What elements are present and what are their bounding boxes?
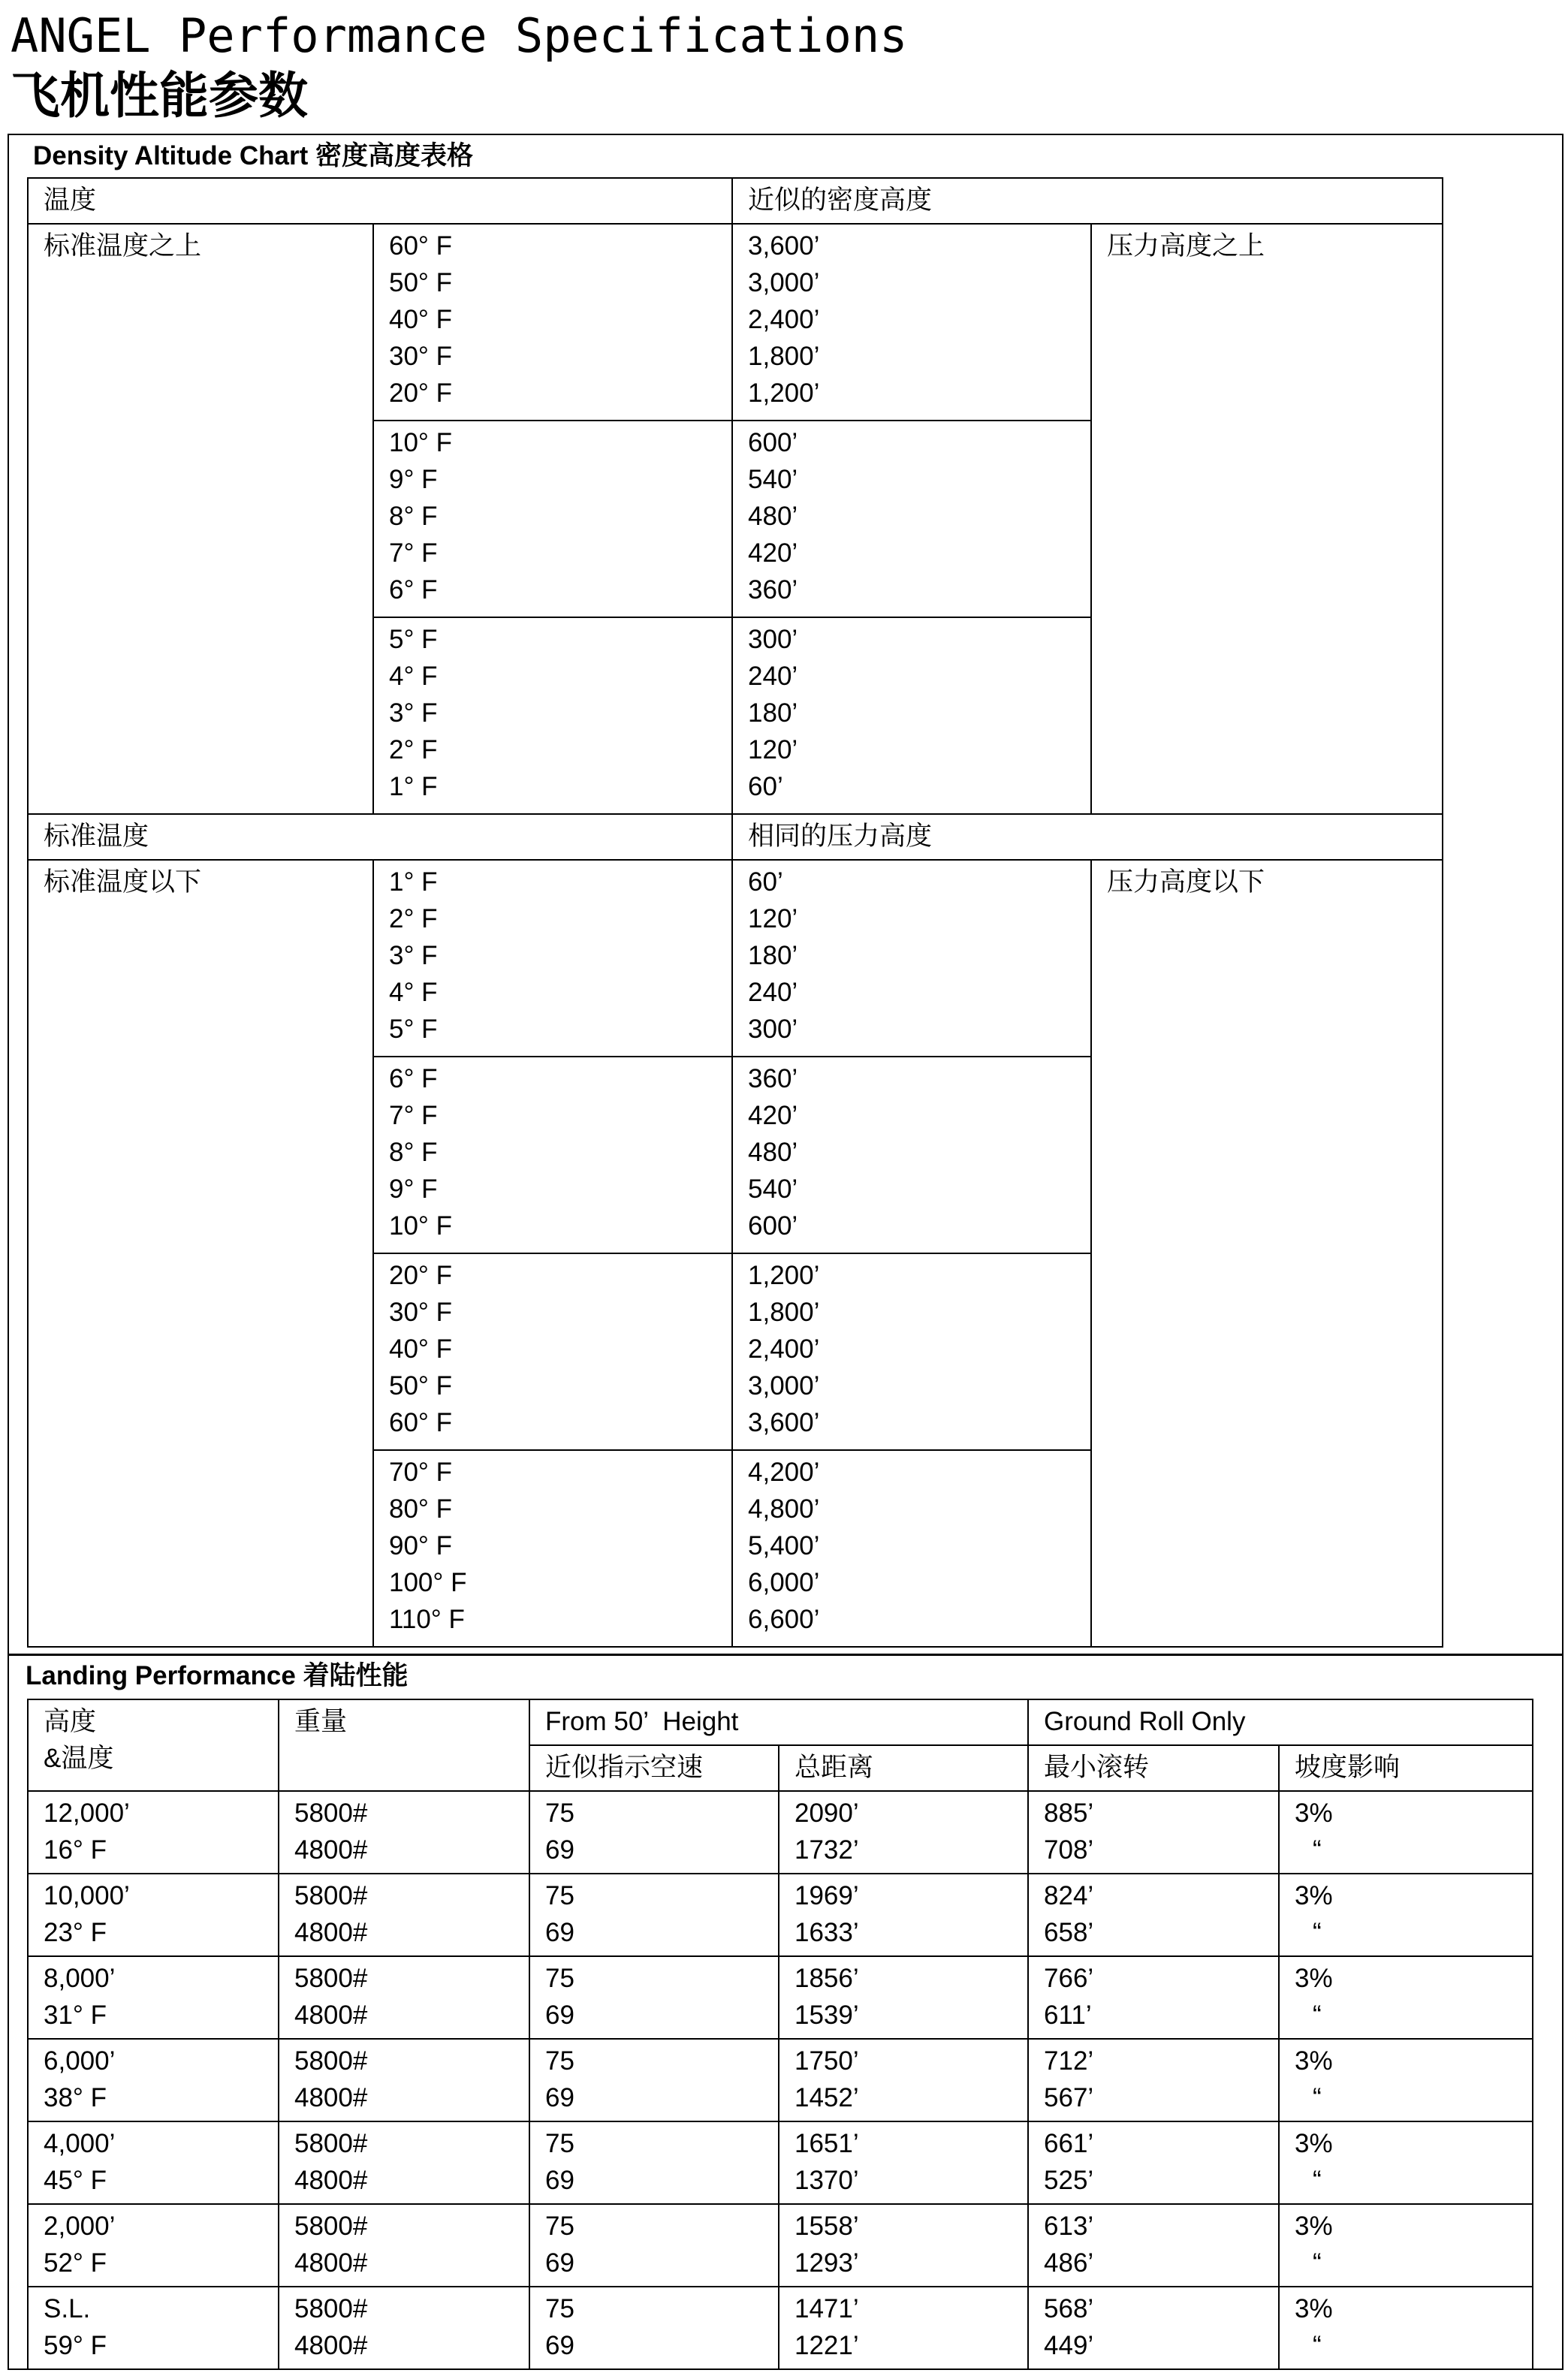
header-from-50-height: From 50’ Height [529, 1699, 1028, 1745]
header-indicated-airspeed: 近似指示空速 [529, 1745, 779, 1791]
total-distance-cell-line: 1221’ [795, 2331, 859, 2360]
airspeed-cell-line: 75 [545, 2129, 574, 2158]
total-distance-cell-line: 1293’ [795, 2248, 859, 2278]
min-roll-cell-line: 824’ [1044, 1881, 1094, 1910]
airspeed-cell-line: 69 [545, 1918, 574, 1947]
total-distance-cell-line: 1750’ [795, 2046, 859, 2076]
density-altitude-cell [732, 1057, 1091, 1253]
altitude-temp-cell-line: 2,000’ [44, 2212, 116, 2241]
total-distance-cell-line: 1471’ [795, 2294, 859, 2323]
airspeed-cell-line: 69 [545, 2248, 574, 2278]
min-roll-cell-line: 712’ [1044, 2046, 1094, 2076]
temperature-delta-cell-line: 20° F [389, 1261, 453, 1290]
altitude-temp-cell [28, 2287, 279, 2369]
min-roll-cell-line: 708’ [1044, 1835, 1094, 1865]
min-roll-cell [1028, 2204, 1279, 2287]
airspeed-cell-line: 69 [545, 2001, 574, 2030]
density-altitude-cell-line: 480’ [748, 1138, 798, 1167]
airspeed-cell-line: 75 [545, 1799, 574, 1828]
altitude-temp-cell [28, 1874, 279, 1956]
table-row [28, 1791, 1533, 1874]
airspeed-cell-line: 75 [545, 2294, 574, 2323]
density-altitude-cell-line: 1,800’ [748, 1298, 820, 1327]
airspeed-cell [529, 2204, 779, 2287]
temperature-delta-cell [373, 617, 732, 814]
altitude-temp-cell-line: 6,000’ [44, 2046, 116, 2076]
airspeed-cell [529, 1956, 779, 2039]
header-min-roll: 最小滚转 [1028, 1745, 1279, 1791]
table-row [28, 2121, 1533, 2204]
density-altitude-cell-line: 60’ [748, 772, 783, 801]
density-altitude-cell-line: 540’ [748, 1174, 798, 1204]
density-altitude-cell-line: 3,600’ [748, 1408, 820, 1437]
temperature-delta-cell-line: 5° F [389, 1015, 438, 1044]
header-temp-label: &温度 [44, 1744, 114, 1773]
slope-effect-cell-line: 3% [1295, 2129, 1333, 2158]
altitude-temp-cell [28, 2039, 279, 2121]
weight-cell-line: 4800# [294, 2331, 368, 2360]
temperature-delta-cell [373, 1057, 732, 1253]
total-distance-cell [779, 2039, 1028, 2121]
airspeed-cell [529, 2039, 779, 2121]
temperature-delta-cell [373, 1450, 732, 1647]
slope-effect-cell-line: “ [1313, 1918, 1322, 1947]
slope-effect-cell [1279, 1874, 1533, 1956]
header-altitude-temp [28, 1699, 279, 1791]
slope-effect-cell [1279, 2204, 1533, 2287]
weight-cell [279, 2204, 529, 2287]
total-distance-cell-line: 1370’ [795, 2166, 859, 2195]
weight-cell [279, 1791, 529, 1874]
slope-effect-cell-line: “ [1313, 2166, 1322, 2195]
header-altitude-label: 高度 [44, 1707, 97, 1736]
page-title-en: ANGEL Performance Specifications [11, 8, 908, 63]
same-pressure-altitude-label: 相同的压力高度 [732, 814, 1443, 860]
temperature-delta-cell-line: 60° F [389, 231, 453, 261]
min-roll-cell [1028, 2121, 1279, 2204]
total-distance-cell [779, 1874, 1028, 1956]
weight-cell [279, 1874, 529, 1956]
header-ground-roll: Ground Roll Only [1028, 1699, 1533, 1745]
altitude-temp-cell-line: 8,000’ [44, 1964, 116, 1993]
header-slope-effect: 坡度影响 [1279, 1745, 1533, 1791]
slope-effect-cell-line: 3% [1295, 1964, 1333, 1993]
slope-effect-cell-line: “ [1313, 1835, 1322, 1865]
standard-temp-label: 标准温度 [28, 814, 732, 860]
min-roll-cell-line: 486’ [1044, 2248, 1094, 2278]
temperature-delta-cell-line: 1° F [389, 867, 438, 897]
altitude-temp-cell-line: 59° F [44, 2331, 107, 2360]
header-total-distance: 总距离 [779, 1745, 1028, 1791]
density-altitude-cell-line: 2,400’ [748, 1334, 820, 1364]
min-roll-cell-line: 885’ [1044, 1799, 1094, 1828]
min-roll-cell [1028, 1791, 1279, 1874]
min-roll-cell [1028, 2039, 1279, 2121]
density-altitude-cell-line: 240’ [748, 978, 798, 1007]
total-distance-cell-line: 1969’ [795, 1881, 859, 1910]
temperature-delta-cell-line: 4° F [389, 978, 438, 1007]
slope-effect-cell [1279, 2287, 1533, 2369]
slope-effect-cell [1279, 2039, 1533, 2121]
altitude-temp-cell-line: 52° F [44, 2248, 107, 2278]
density-altitude-cell [732, 860, 1091, 1057]
temperature-delta-cell [373, 860, 732, 1057]
temperature-delta-cell-line: 6° F [389, 1064, 438, 1093]
density-altitude-cell-line: 6,000’ [748, 1568, 820, 1597]
table-row [28, 1956, 1533, 2039]
temperature-delta-cell-line: 7° F [389, 538, 438, 568]
slope-effect-cell-line: “ [1313, 2248, 1322, 2278]
altitude-temp-cell-line: 31° F [44, 2001, 107, 2030]
temperature-delta-cell-line: 1° F [389, 772, 438, 801]
landing-performance-table [27, 1699, 1533, 2370]
weight-cell [279, 2121, 529, 2204]
weight-cell [279, 1956, 529, 2039]
airspeed-cell-line: 69 [545, 2331, 574, 2360]
total-distance-cell [779, 2121, 1028, 2204]
altitude-temp-cell-line: 10,000’ [44, 1881, 130, 1910]
temperature-delta-cell [373, 421, 732, 617]
weight-cell [279, 2039, 529, 2121]
table-row [28, 1874, 1533, 1956]
density-altitude-cell-line: 120’ [748, 735, 798, 764]
airspeed-cell-line: 75 [545, 2046, 574, 2076]
weight-cell-line: 4800# [294, 1835, 368, 1865]
temperature-delta-cell-line: 7° F [389, 1101, 438, 1130]
temperature-delta-cell-line: 60° F [389, 1408, 453, 1437]
density-altitude-cell-line: 600’ [748, 1211, 798, 1241]
density-altitude-cell-line: 420’ [748, 1101, 798, 1130]
temperature-delta-cell-line: 4° F [389, 662, 438, 691]
page-title-zh: 飞机性能参数 [11, 67, 308, 125]
slope-effect-cell-line: 3% [1295, 2212, 1333, 2241]
min-roll-cell [1028, 2287, 1279, 2369]
table-row [28, 2039, 1533, 2121]
airspeed-cell [529, 2121, 779, 2204]
weight-cell-line: 4800# [294, 2001, 368, 2030]
weight-cell-line: 5800# [294, 1799, 368, 1828]
density-altitude-cell-line: 5,400’ [748, 1531, 820, 1560]
altitude-temp-cell [28, 2204, 279, 2287]
density-altitude-cell [732, 617, 1091, 814]
altitude-temp-cell-line: 38° F [44, 2083, 107, 2112]
min-roll-cell-line: 567’ [1044, 2083, 1094, 2112]
above-standard-label: 标准温度之上 [28, 224, 373, 814]
density-altitude-cell [732, 224, 1091, 421]
weight-cell-line: 5800# [294, 2129, 368, 2158]
temperature-delta-cell-line: 10° F [389, 428, 453, 457]
temperature-delta-cell-line: 110° F [389, 1605, 465, 1634]
temperature-delta-cell-line: 2° F [389, 735, 438, 764]
min-roll-cell-line: 766’ [1044, 1964, 1094, 1993]
temperature-delta-cell-line: 40° F [389, 305, 453, 334]
temperature-delta-cell-line: 70° F [389, 1458, 453, 1487]
below-standard-label: 标准温度以下 [28, 860, 373, 1647]
slope-effect-cell [1279, 2121, 1533, 2204]
density-altitude-cell [732, 1450, 1091, 1647]
density-altitude-cell-line: 1,200’ [748, 1261, 820, 1290]
density-altitude-cell-line: 60’ [748, 867, 783, 897]
weight-cell-line: 4800# [294, 2166, 368, 2195]
min-roll-cell [1028, 1874, 1279, 1956]
total-distance-cell-line: 1856’ [795, 1964, 859, 1993]
min-roll-cell-line: 613’ [1044, 2212, 1094, 2241]
temperature-delta-cell-line: 90° F [389, 1531, 453, 1560]
below-pressure-label: 压力高度以下 [1091, 860, 1443, 1647]
slope-effect-cell-line: 3% [1295, 2294, 1333, 2323]
temperature-delta-cell-line: 8° F [389, 502, 438, 531]
min-roll-cell-line: 525’ [1044, 2166, 1094, 2195]
header-density-altitude: 近似的密度高度 [732, 178, 1443, 224]
density-altitude-cell-line: 300’ [748, 1015, 798, 1044]
density-altitude-cell-line: 1,200’ [748, 378, 820, 408]
total-distance-cell-line: 1539’ [795, 2001, 859, 2030]
total-distance-cell-line: 1633’ [795, 1918, 859, 1947]
density-altitude-cell-line: 4,800’ [748, 1494, 820, 1524]
altitude-temp-cell-line: 16° F [44, 1835, 107, 1865]
weight-cell-line: 5800# [294, 1964, 368, 1993]
density-altitude-cell-line: 6,600’ [748, 1605, 820, 1634]
altitude-temp-cell-line: S.L. [44, 2294, 91, 2323]
total-distance-cell-line: 1651’ [795, 2129, 859, 2158]
weight-cell-line: 4800# [294, 2248, 368, 2278]
temperature-delta-cell-line: 40° F [389, 1334, 453, 1364]
temperature-delta-cell-line: 8° F [389, 1138, 438, 1167]
density-altitude-cell-line: 600’ [748, 428, 798, 457]
density-altitude-cell-line: 480’ [748, 502, 798, 531]
slope-effect-cell-line: “ [1313, 2001, 1322, 2030]
min-roll-cell-line: 449’ [1044, 2331, 1094, 2360]
temperature-delta-cell-line: 3° F [389, 698, 438, 728]
weight-cell-line: 4800# [294, 2083, 368, 2112]
total-distance-cell-line: 1732’ [795, 1835, 859, 1865]
density-altitude-cell-line: 120’ [748, 904, 798, 933]
total-distance-cell [779, 2204, 1028, 2287]
altitude-temp-cell [28, 1791, 279, 1874]
total-distance-cell-line: 2090’ [795, 1799, 859, 1828]
altitude-temp-cell [28, 2121, 279, 2204]
airspeed-cell-line: 69 [545, 1835, 574, 1865]
density-altitude-table [27, 177, 1443, 1648]
temperature-delta-cell-line: 50° F [389, 1371, 453, 1401]
min-roll-cell-line: 661’ [1044, 2129, 1094, 2158]
altitude-temp-cell-line: 12,000’ [44, 1799, 130, 1828]
airspeed-cell [529, 2287, 779, 2369]
airspeed-cell-line: 75 [545, 1881, 574, 1910]
weight-cell-line: 5800# [294, 2294, 368, 2323]
altitude-temp-cell [28, 1956, 279, 2039]
density-altitude-cell-line: 360’ [748, 1064, 798, 1093]
temperature-delta-cell-line: 3° F [389, 941, 438, 970]
min-roll-cell [1028, 1956, 1279, 2039]
density-altitude-cell-line: 420’ [748, 538, 798, 568]
density-altitude-cell-line: 2,400’ [748, 305, 820, 334]
density-altitude-cell-line: 180’ [748, 698, 798, 728]
slope-effect-cell-line: 3% [1295, 1799, 1333, 1828]
density-altitude-cell [732, 421, 1091, 617]
airspeed-cell [529, 1791, 779, 1874]
total-distance-cell-line: 1452’ [795, 2083, 859, 2112]
airspeed-cell [529, 1874, 779, 1956]
temperature-delta-cell-line: 20° F [389, 378, 453, 408]
density-altitude-cell-line: 3,000’ [748, 268, 820, 297]
density-section-title: Density Altitude Chart 密度高度表格 [33, 141, 473, 170]
temperature-delta-cell-line: 9° F [389, 465, 438, 494]
airspeed-cell-line: 69 [545, 2166, 574, 2195]
temperature-delta-cell-line: 80° F [389, 1494, 453, 1524]
density-altitude-cell-line: 3,600’ [748, 231, 820, 261]
header-weight: 重量 [279, 1699, 529, 1791]
landing-section-title: Landing Performance 着陆性能 [26, 1661, 409, 1690]
slope-effect-cell-line: “ [1313, 2331, 1322, 2360]
total-distance-cell [779, 1791, 1028, 1874]
temperature-delta-cell-line: 30° F [389, 342, 453, 371]
density-altitude-cell-line: 180’ [748, 941, 798, 970]
temperature-delta-cell-line: 50° F [389, 268, 453, 297]
temperature-delta-cell-line: 9° F [389, 1174, 438, 1204]
altitude-temp-cell-line: 4,000’ [44, 2129, 116, 2158]
density-altitude-cell-line: 4,200’ [748, 1458, 820, 1487]
temperature-delta-cell-line: 10° F [389, 1211, 453, 1241]
density-altitude-cell-line: 300’ [748, 625, 798, 654]
temperature-delta-cell-line: 6° F [389, 575, 438, 605]
airspeed-cell-line: 75 [545, 1964, 574, 1993]
altitude-temp-cell-line: 45° F [44, 2166, 107, 2195]
airspeed-cell-line: 69 [545, 2083, 574, 2112]
min-roll-cell-line: 568’ [1044, 2294, 1094, 2323]
temperature-delta-cell [373, 224, 732, 421]
altitude-temp-cell-line: 23° F [44, 1918, 107, 1947]
weight-cell-line: 5800# [294, 1881, 368, 1910]
density-altitude-cell-line: 1,800’ [748, 342, 820, 371]
weight-cell [279, 2287, 529, 2369]
total-distance-cell-line: 1558’ [795, 2212, 859, 2241]
density-altitude-cell-line: 360’ [748, 575, 798, 605]
slope-effect-cell-line: 3% [1295, 2046, 1333, 2076]
slope-effect-cell [1279, 1791, 1533, 1874]
total-distance-cell [779, 2287, 1028, 2369]
density-altitude-cell-line: 3,000’ [748, 1371, 820, 1401]
temperature-delta-cell-line: 100° F [389, 1568, 467, 1597]
weight-cell-line: 5800# [294, 2046, 368, 2076]
slope-effect-cell [1279, 1956, 1533, 2039]
airspeed-cell-line: 75 [545, 2212, 574, 2241]
slope-effect-cell-line: “ [1313, 2083, 1322, 2112]
temperature-delta-cell-line: 30° F [389, 1298, 453, 1327]
table-row [28, 2204, 1533, 2287]
weight-cell-line: 5800# [294, 2212, 368, 2241]
table-row [28, 2287, 1533, 2369]
temperature-delta-cell-line: 2° F [389, 904, 438, 933]
total-distance-cell [779, 1956, 1028, 2039]
temperature-delta-cell-line: 5° F [389, 625, 438, 654]
temperature-delta-cell [373, 1253, 732, 1450]
header-temperature: 温度 [28, 178, 732, 224]
min-roll-cell-line: 658’ [1044, 1918, 1094, 1947]
above-pressure-label: 压力高度之上 [1091, 224, 1443, 814]
weight-cell-line: 4800# [294, 1918, 368, 1947]
min-roll-cell-line: 611’ [1044, 2001, 1092, 2030]
slope-effect-cell-line: 3% [1295, 1881, 1333, 1910]
section-divider [8, 1654, 1563, 1656]
density-altitude-cell-line: 240’ [748, 662, 798, 691]
density-altitude-cell-line: 540’ [748, 465, 798, 494]
density-altitude-cell [732, 1253, 1091, 1450]
